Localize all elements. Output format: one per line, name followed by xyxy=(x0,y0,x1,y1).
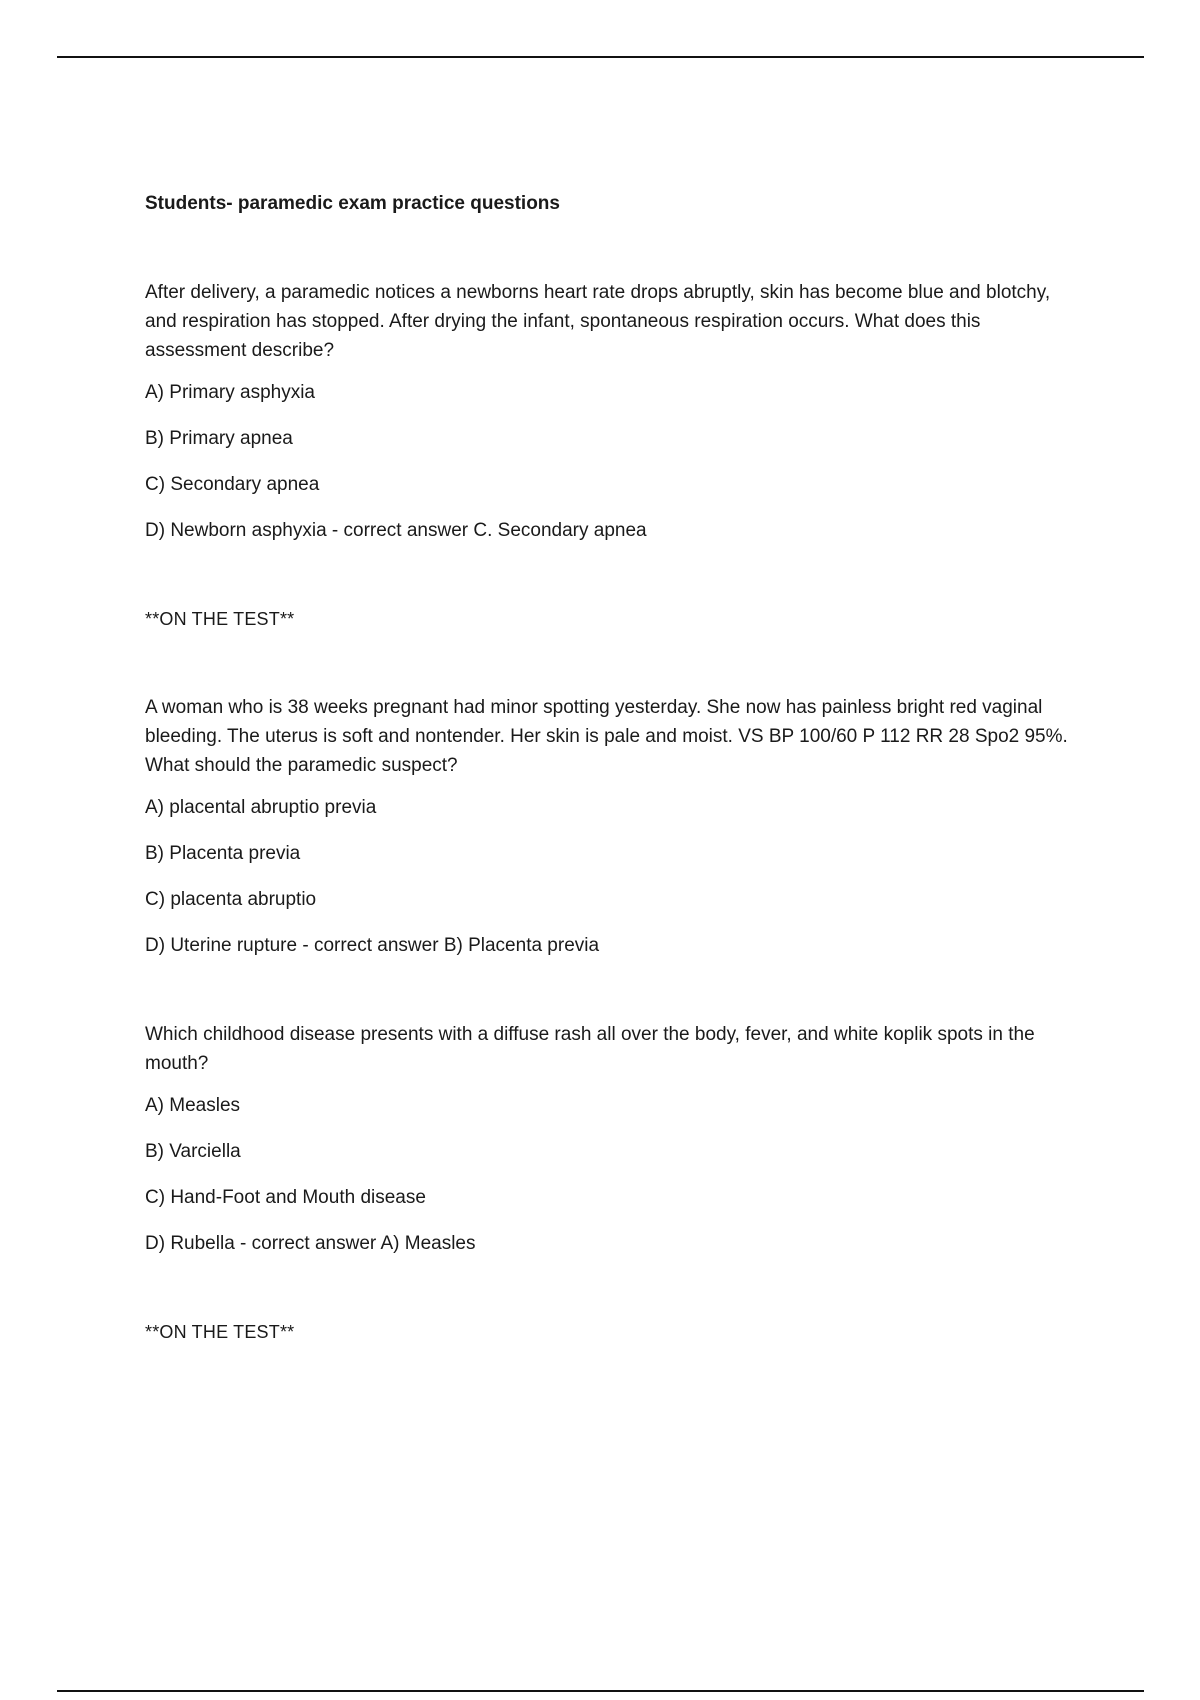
answer-option-b: B) Primary apnea xyxy=(145,428,293,449)
document-body xyxy=(145,190,1085,1346)
answer-option-d-with-key: D) Uterine rupture - correct answer B) Placenta previa xyxy=(145,935,600,956)
answer-option-d-with-key: D) Rubella - correct answer A) Measles xyxy=(145,1233,476,1254)
answer-option-b: B) Placenta previa xyxy=(145,843,301,864)
footer-rule xyxy=(57,1690,1144,1692)
on-the-test-note: **ON THE TEST** xyxy=(145,609,295,629)
answer-option-c: C) placenta abruptio xyxy=(145,889,317,910)
answer-option-b: B) Varciella xyxy=(145,1141,241,1162)
answer-option-c: C) Hand-Foot and Mouth disease xyxy=(145,1187,426,1208)
question-block-3 xyxy=(145,1020,1085,1258)
on-the-test-note: **ON THE TEST** xyxy=(145,1322,295,1342)
question-block-1 xyxy=(145,278,1085,545)
answer-option-d-with-key: D) Newborn asphyxia - correct answer C. Secondary apnea xyxy=(145,520,647,541)
question-text: Which childhood disease presents with a diffuse rash all over the body, fever, and white koplik spots in the mouth? xyxy=(145,1024,1035,1074)
answer-option-a: A) Measles xyxy=(145,1095,241,1116)
answer-option-a: A) placental abruptio previa xyxy=(145,797,377,818)
document-title: Students- paramedic exam practice questions xyxy=(145,193,560,214)
answer-option-c: C) Secondary apnea xyxy=(145,474,320,495)
question-block-2 xyxy=(145,693,1085,960)
header-rule xyxy=(57,56,1144,58)
question-text: After delivery, a paramedic notices a newborns heart rate drops abruptly, skin has become blue and blotchy, and respiration has stopped. After drying the infant, spontaneous respiration occurs. What does this assessment describe? xyxy=(145,282,1051,361)
answer-option-a: A) Primary asphyxia xyxy=(145,382,315,403)
question-text: A woman who is 38 weeks pregnant had minor spotting yesterday. She now has painless bright red vaginal bleeding. The uterus is soft and nontender. Her skin is pale and moist. VS BP 100/60 P 112 RR 28 Spo2 95%. What should the paramedic suspect? xyxy=(145,697,1068,776)
